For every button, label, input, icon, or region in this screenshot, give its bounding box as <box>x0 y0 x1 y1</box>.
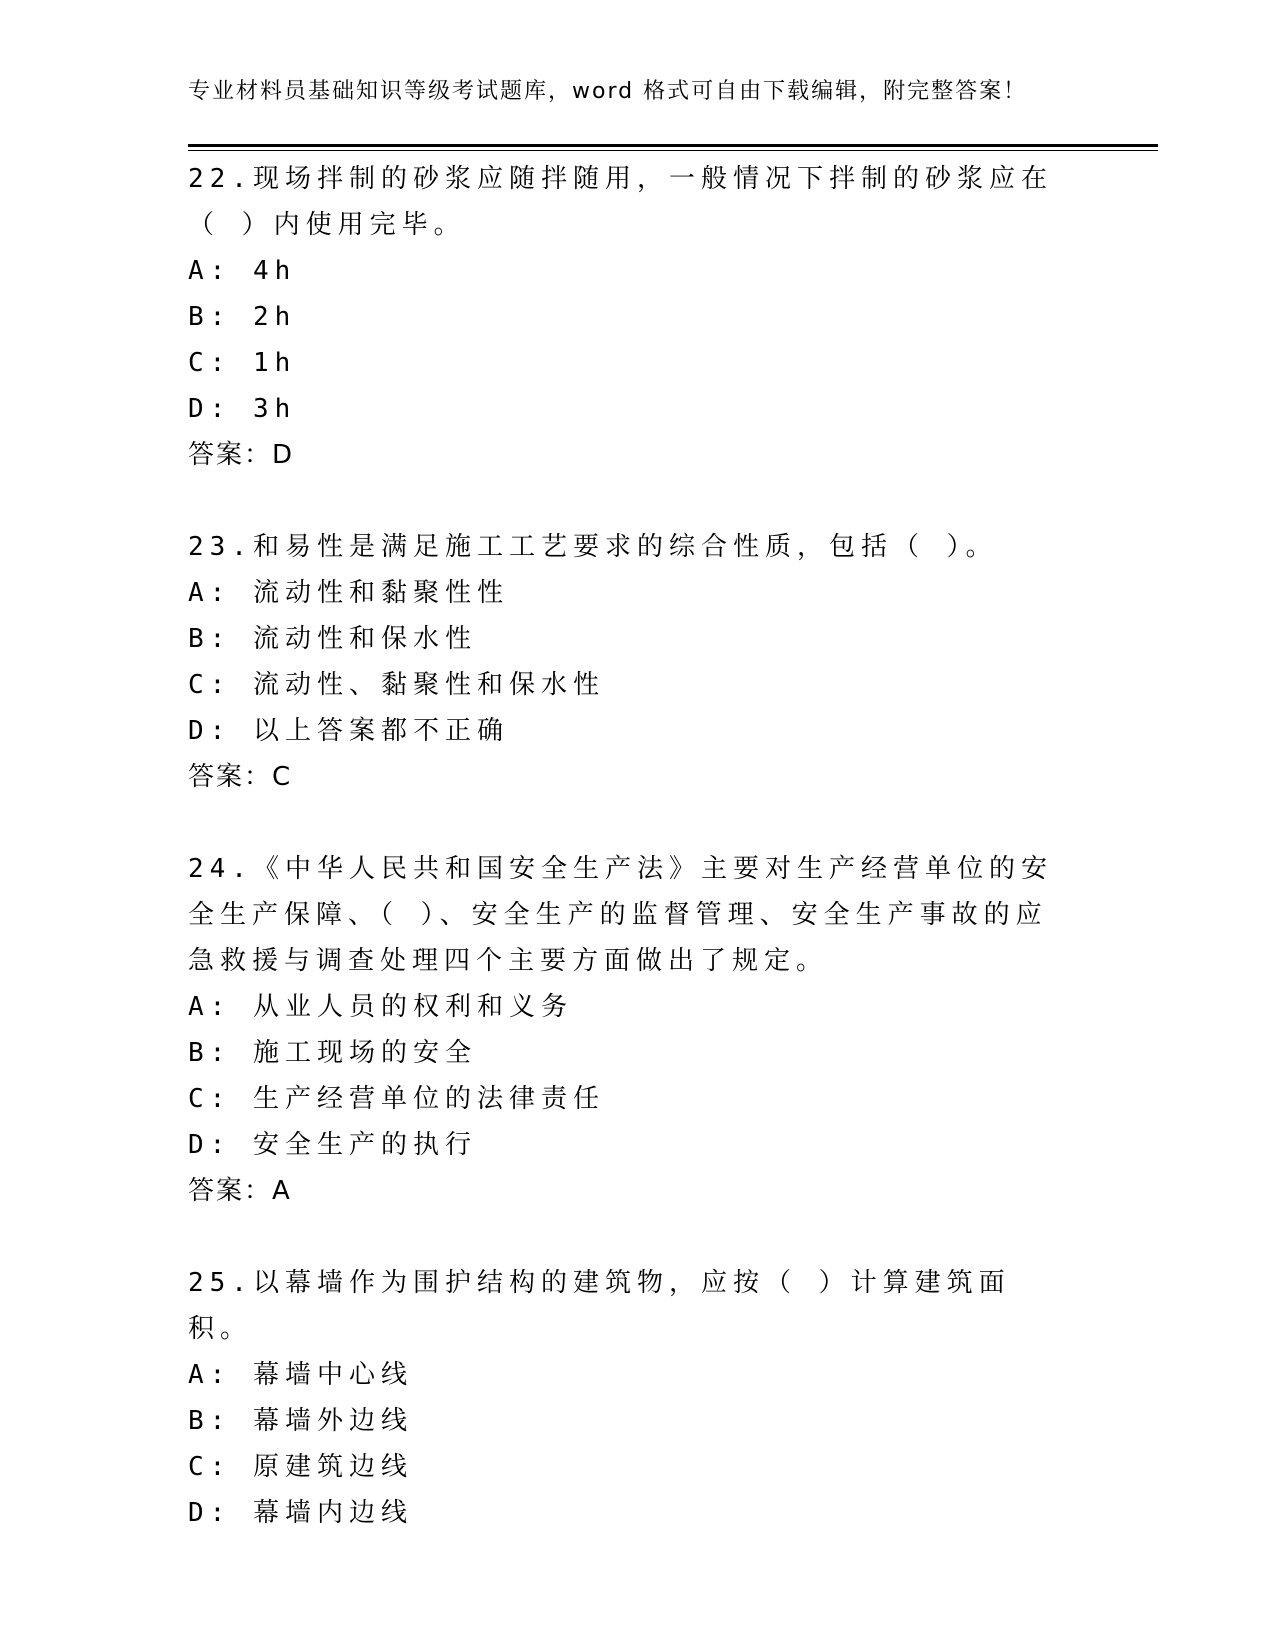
option-c: C: 1h <box>188 348 297 378</box>
option-c: C: 生产经营单位的法律责任 <box>188 1084 605 1114</box>
question-text: 24.《中华人民共和国安全生产法》主要对生产经营单位的安全生产保障、（ ）、安全生产的监督管理、安全生产事故的应急救援与调查处理四个主要方面做出了规定。 <box>188 854 1053 976</box>
answer: 答案：C <box>188 762 293 792</box>
header-rule-thin <box>188 150 1158 151</box>
option-b: B: 流动性和保水性 <box>188 624 477 654</box>
page-header: 专业材料员基础知识等级考试题库，word 格式可自由下载编辑，附完整答案！ <box>188 79 1028 104</box>
option-d: D: 幕墙内边线 <box>188 1498 413 1528</box>
option-a: A: 4h <box>188 256 297 286</box>
option-b: B: 幕墙外边线 <box>188 1406 413 1436</box>
question-list <box>188 156 1088 1582</box>
question-23 <box>188 524 1088 800</box>
option-d: D: 3h <box>188 394 297 424</box>
question-24 <box>188 846 1088 1214</box>
question-text: 25.以幕墙作为围护结构的建筑物，应按（ ）计算建筑面积。 <box>188 1268 1011 1344</box>
question-22 <box>188 156 1088 478</box>
header-rule-thick <box>188 144 1158 147</box>
question-text: 23.和易性是满足施工工艺要求的综合性质，包括（ ）。 <box>188 532 998 562</box>
option-a: A: 从业人员的权利和义务 <box>188 992 573 1022</box>
answer: 答案：A <box>188 1176 292 1206</box>
option-c: C: 流动性、黏聚性和保水性 <box>188 670 605 700</box>
option-c: C: 原建筑边线 <box>188 1452 413 1482</box>
question-25 <box>188 1260 1088 1536</box>
option-d: D: 安全生产的执行 <box>188 1130 477 1160</box>
option-b: B: 2h <box>188 302 297 332</box>
answer: 答案：D <box>188 440 295 470</box>
option-b: B: 施工现场的安全 <box>188 1038 477 1068</box>
question-text: 22.现场拌制的砂浆应随拌随用，一般情况下拌制的砂浆应在（ ）内使用完毕。 <box>188 164 1053 240</box>
option-d: D: 以上答案都不正确 <box>188 716 509 746</box>
option-a: A: 幕墙中心线 <box>188 1360 413 1390</box>
option-a: A: 流动性和黏聚性性 <box>188 578 509 608</box>
